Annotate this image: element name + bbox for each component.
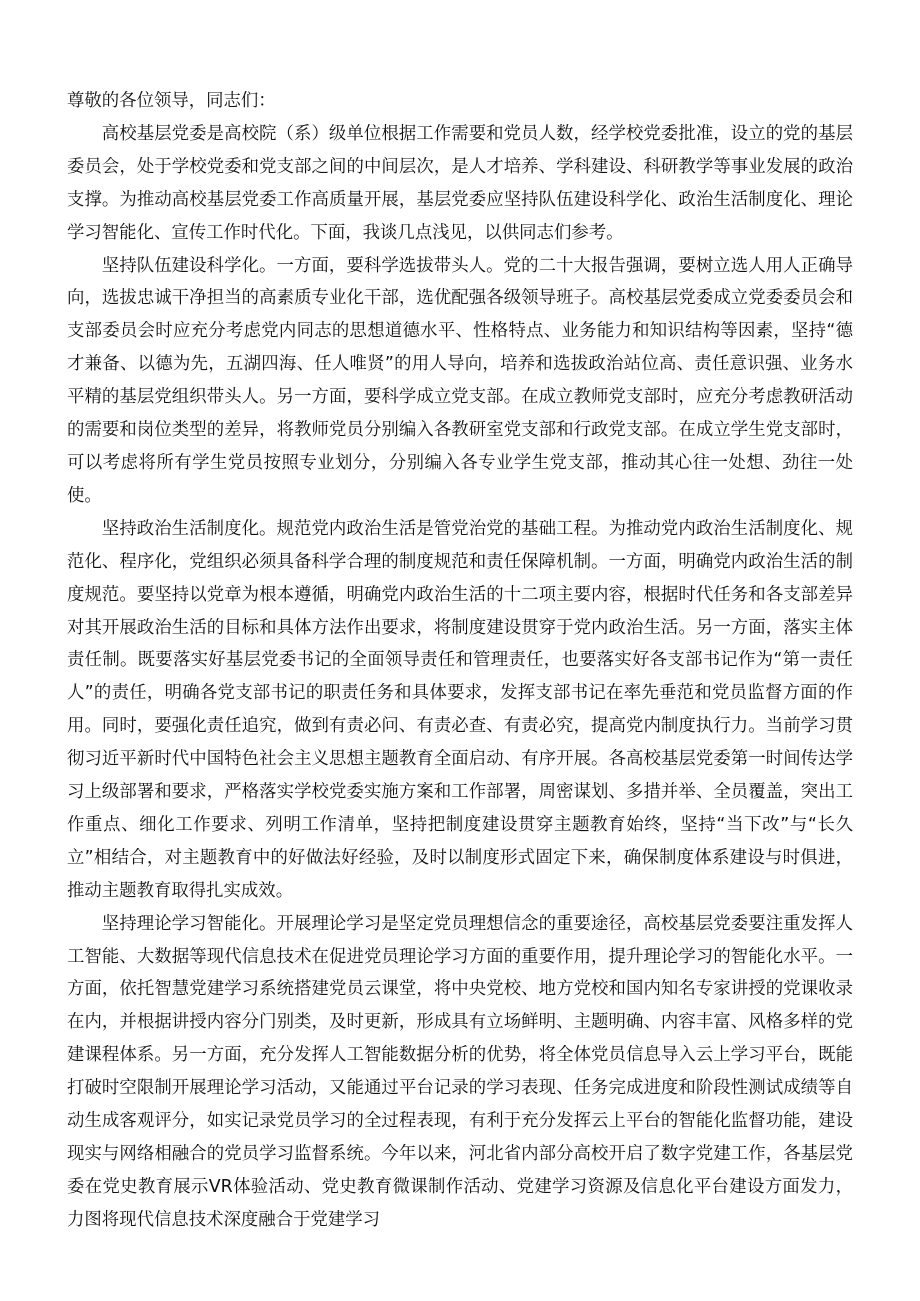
paragraph-team-building: 坚持队伍建设科学化。一方面，要科学选拔带头人。党的二十大报告强调，要树立选人用人正确导向，选拔忠诚干净担当的高素质专业化干部，选优配强各级领导班子。高校基层党委成立党委委员会和支部委员会时应充分考虑党内同志的思想道德水平、性格特点、业务能力和知识结构等因素，坚持“德才兼备、以德为先，五湖四海、任人唯贤”的用人导向，培养和选拔政治站位高、责任意识强、业务水平精的基层党组织带头人。另一方面，要科学成立党支部。在成立教师党支部时，应充分考虑教研活动的需要和岗位类型的差异，将教师党员分别编入各教研室党支部和行政党支部。在成立学生党支部时，可以考虑将所有学生党员按照专业划分，分别编入各专业学生党支部，推动其心往一处想、劲往一处使。 [67, 255, 853, 506]
paragraph-intro: 高校基层党委是高校院（系）级单位根据工作需要和党员人数，经学校党委批准，设立的党的基层委员会，处于学校党委和党支部之间的中间层次，是人才培养、学科建设、科研教学等事业发展的政治支撑。为推动高校基层党委工作高质量开展，基层党委应坚持队伍建设科学化、政治生活制度化、理论学习智能化、宣传工作时代化。下面，我谈几点浅见，以供同志们参考。 [67, 123, 853, 243]
paragraph-theory-study: 坚持理论学习智能化。开展理论学习是坚定党员理想信念的重要途径，高校基层党委要注重发挥人工智能、大数据等现代信息技术在促进党员理论学习方面的重要作用，提升理论学习的智能化水平。一方面，依托智慧党建学习系统搭建党员云课堂，将中央党校、地方党校和国内知名专家讲授的党课收录在内，并根据讲授内容分门别类，及时更新，形成具有立场鲜明、主题明确、内容丰富、风格多样的党建课程体系。另一方面，充分发挥人工智能数据分析的优势，将全体党员信息导入云上学习平台，既能打破时空限制开展理论学习活动，又能通过平台记录的学习表现、任务完成进度和阶段性测试成绩等自动生成客观评分，如实记录党员学习的全过程表现，有利于充分发挥云上平台的智能化监督功能，建设现实与网络相融合的党员学习监督系统。今年以来，河北省内部分高校开启了数字党建工作，各基层党委在党史教育展示VR体验活动、党史教育微课制作活动、党建学习资源及信息化平台建设方面发力，力图将现代信息技术深度融合于党建学习 [67, 913, 853, 1230]
paragraph-political-life: 坚持政治生活制度化。规范党内政治生活是管党治党的基础工程。为推动党内政治生活制度化、规范化、程序化，党组织必须具备科学合理的制度规范和责任保障机制。一方面，明确党内政治生活的制度规范。要坚持以党章为根本遵循，明确党内政治生活的十二项主要内容，根据时代任务和各支部差异对其开展政治生活的目标和具体方法作出要求，将制度建设贯穿于党内政治生活。另一方面，落实主体责任制。既要落实好基层党委书记的全面领导责任和管理责任，也要落实好各支部书记作为“第一责任人”的责任，明确各党支部书记的职责任务和具体要求，发挥支部书记在率先垂范和党员监督方面的作用。同时，要强化责任追究，做到有责必问、有责必查、有责必究，提高党内制度执行力。当前学习贯彻习近平新时代中国特色社会主义思想主题教育全面启动、有序开展。各高校基层党委第一时间传达学习上级部署和要求，严格落实学校党委实施方案和工作部署，周密谋划、多措并举、全员覆盖，突出工作重点、细化工作要求、列明工作清单，坚持把制度建设贯穿主题教育始终，坚持“当下改”与“长久立”相结合，对主题教育中的好做法好经验，及时以制度形式固定下来，确保制度体系建设与时俱进，推动主题教育取得扎实成效。 [67, 518, 853, 901]
document-body [67, 85, 853, 1237]
salutation: 尊敬的各位领导，同志们： [67, 91, 276, 111]
